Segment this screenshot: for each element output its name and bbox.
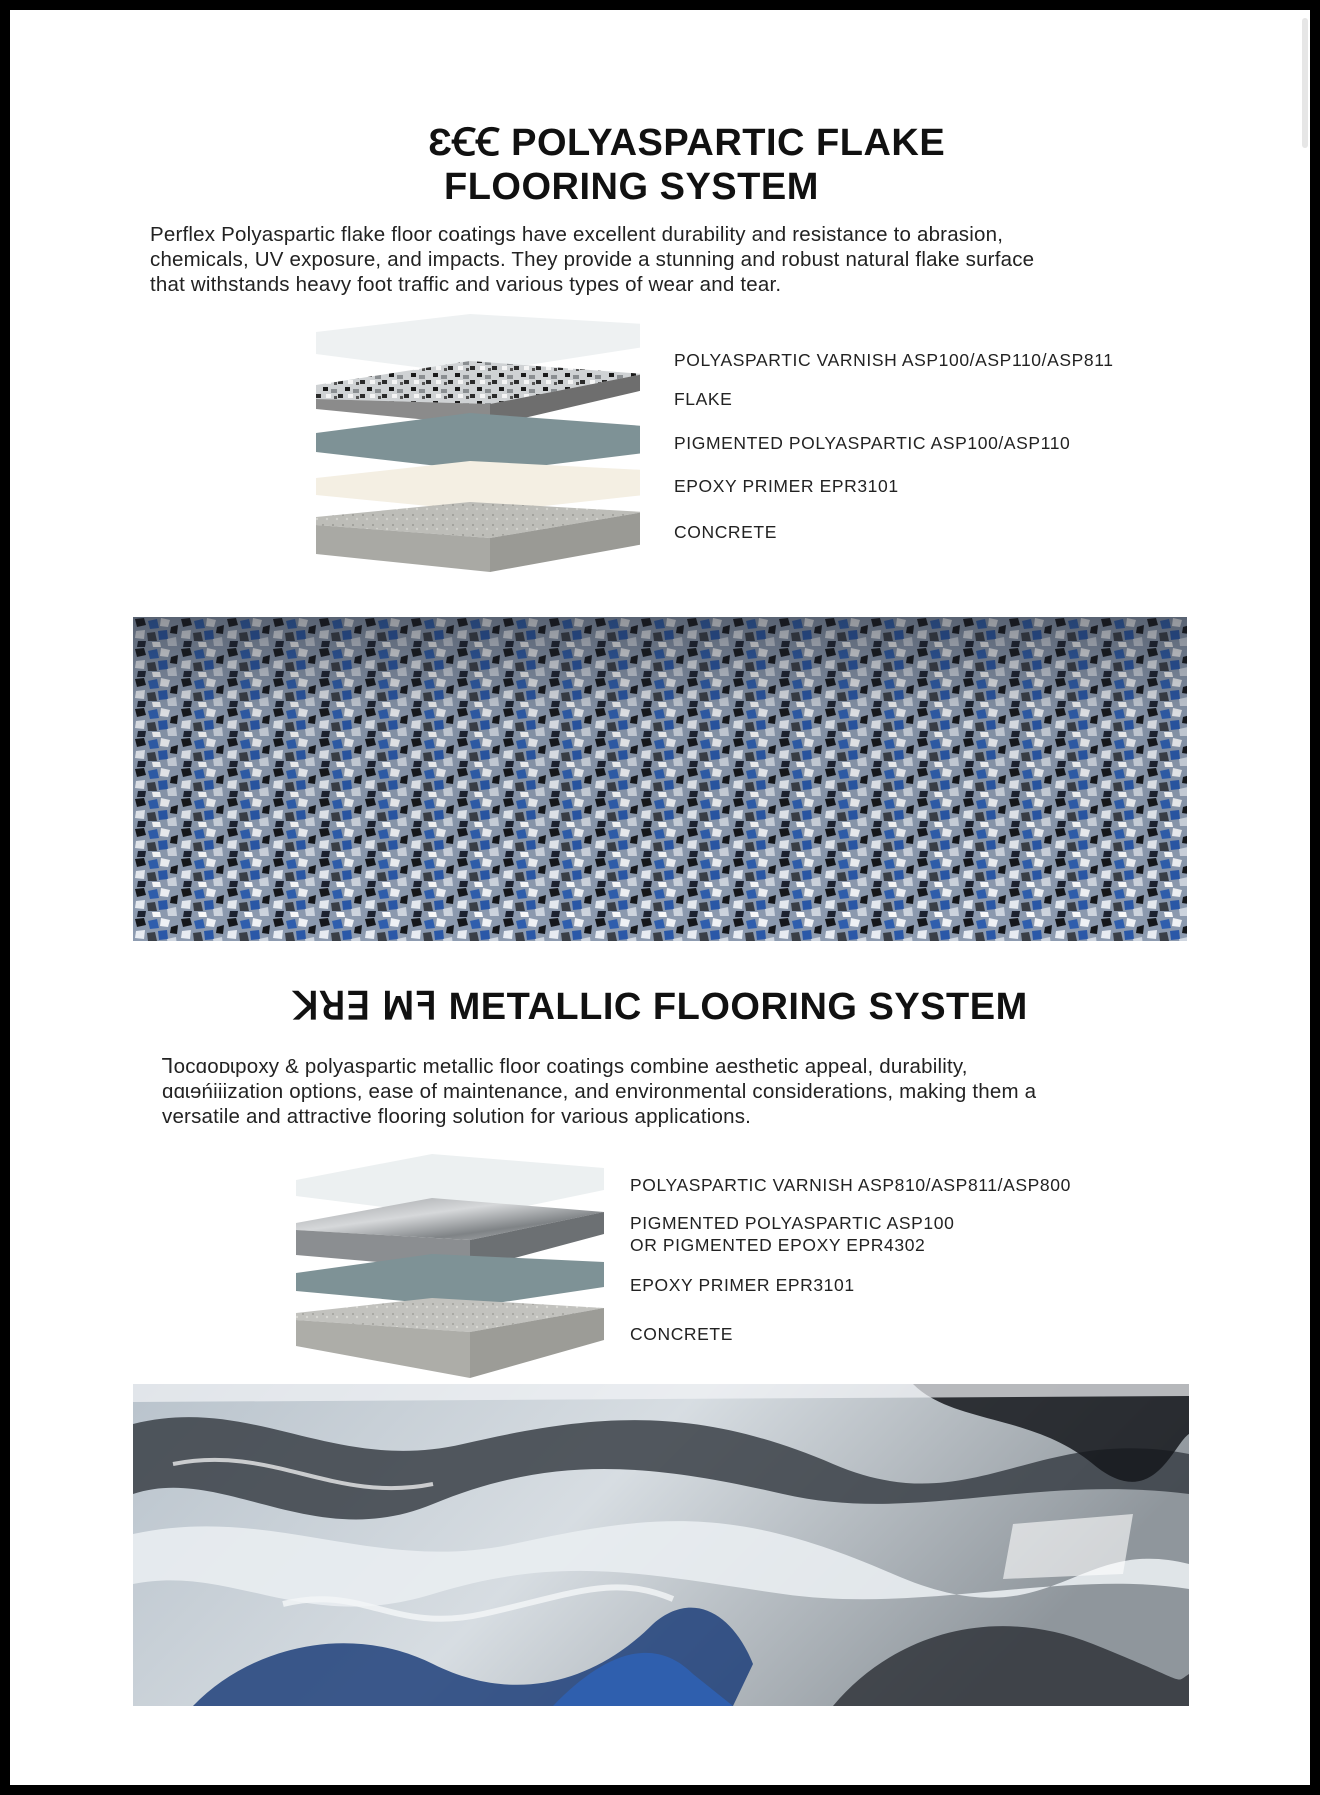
section2-description-line: versatile and attractive flooring solution for various applications. (162, 1105, 752, 1128)
scrollbar[interactable] (1302, 18, 1308, 148)
section2-description-line: Ꞁᴏᴄɑᴏᴅɩpoxy & polyaspartic metallic floor coatings combine aesthetic appeal, durability, (162, 1055, 968, 1078)
flake-floor-photo (133, 617, 1187, 941)
section1-description-line: that withstands heavy foot traffic and various types of wear and tear. (150, 273, 782, 296)
section2-description-line: ɑɑɩɘńiiization options, ease of maintenance, and environmental considerations, making them a (162, 1080, 1037, 1103)
metallic-layer-label-primer: EPOXY PRIMER EPR3101 (630, 1275, 855, 1295)
flake-layer-label-pigmented: PIGMENTED POLYASPARTIC ASP100/ASP110 (674, 433, 1071, 453)
section1-description-line: Perflex Polyaspartic flake floor coatings have excellent durability and resistance to abrasion, (150, 223, 1004, 246)
metallic-layer-label-varnish: POLYASPARTIC VARNISH ASP810/ASP811/ASP800 (630, 1175, 1071, 1195)
section2-title: ꓘꓤꓱ ꟽꟻ METALLIC FLOORING SYSTEM (294, 986, 1028, 1028)
metallic-layer-label-concrete: CONCRETE (630, 1324, 733, 1344)
section1-title-line2: FLOORING SYSTEM (444, 166, 819, 208)
flake-layer-label-concrete: CONCRETE (674, 522, 777, 542)
flake-layer-label-varnish: POLYASPARTIC VARNISH ASP100/ASP110/ASP811 (674, 350, 1114, 370)
flake-layer-stack-diagram (300, 302, 640, 602)
section2-description (162, 1054, 1036, 1129)
page (10, 10, 1310, 1785)
section1-title-line1: ƐꞒꞒ POLYASPARTIC FLAKE (428, 122, 946, 164)
metallic-floor-photo (133, 1384, 1189, 1706)
section1-description (150, 222, 1034, 297)
flake-layer-label-flake: FLAKE (674, 389, 733, 409)
metallic-layer-label-pigmented-1: PIGMENTED POLYASPARTIC ASP100 (630, 1213, 955, 1233)
section1-description-line: chemicals, UV exposure, and impacts. They provide a stunning and robust natural flake surface (150, 248, 1035, 271)
metallic-layer-stack-diagram (280, 1150, 620, 1390)
flake-layer-label-primer: EPOXY PRIMER EPR3101 (674, 476, 899, 496)
metallic-layer-label-pigmented-2: OR PIGMENTED EPOXY EPR4302 (630, 1235, 926, 1255)
